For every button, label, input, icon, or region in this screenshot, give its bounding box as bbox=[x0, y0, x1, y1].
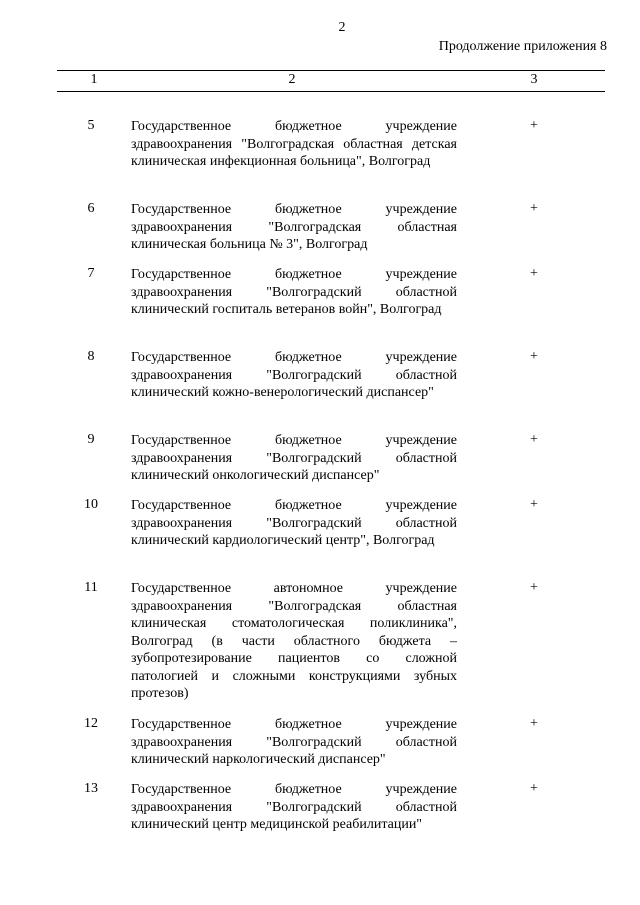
table-header bbox=[57, 70, 605, 92]
row-number: 6 bbox=[87, 201, 95, 216]
institution-name: Государственное бюджетное учреждение здравоохранения "Волгоградский областной клинический кардиологический центр", Волгоград bbox=[131, 498, 457, 548]
institution-name: Государственное бюджетное учреждение здравоохранения "Волгоградский областной клинический центр медицинской реабилитации" bbox=[131, 782, 457, 832]
plus-mark: + bbox=[530, 497, 538, 512]
continuation-title: Продолжение приложения 8 bbox=[438, 39, 607, 54]
row-number: 11 bbox=[84, 580, 98, 595]
institution-name: Государственное автономное учреждение здравоохранения "Волгоградская областная клиническая стоматологическая поликлиника", Волгоград (в части областного бюджета – зубопротезирование пациентов со сложной патологией и сложными конструкциями зубных протезов) bbox=[131, 581, 457, 701]
row-number: 13 bbox=[84, 781, 98, 796]
plus-mark: + bbox=[530, 580, 538, 595]
plus-mark: + bbox=[530, 716, 538, 731]
row-number: 12 bbox=[84, 716, 98, 731]
page-number: 2 bbox=[338, 20, 346, 35]
row-number: 8 bbox=[87, 349, 95, 364]
plus-mark: + bbox=[530, 201, 538, 216]
institution-name: Государственное бюджетное учреждение здравоохранения "Волгоградская областная детская клиническая инфекционная больница", Волгоград bbox=[131, 119, 457, 169]
column-3-header: 3 bbox=[530, 72, 538, 87]
column-2-header: 2 bbox=[288, 72, 296, 87]
plus-mark: + bbox=[530, 118, 538, 133]
institution-name: Государственное бюджетное учреждение здравоохранения "Волгоградский областной клинический наркологический диспансер" bbox=[131, 717, 457, 767]
row-number: 10 bbox=[84, 497, 98, 512]
column-1-header: 1 bbox=[90, 72, 98, 87]
institution-name: Государственное бюджетное учреждение здравоохранения "Волгоградская областная клиническая больница № 3", Волгоград bbox=[131, 202, 457, 252]
plus-mark: + bbox=[530, 349, 538, 364]
institution-name: Государственное бюджетное учреждение здравоохранения "Волгоградский областной клинический госпиталь ветеранов войн", Волгоград bbox=[131, 267, 457, 317]
institution-name: Государственное бюджетное учреждение здравоохранения "Волгоградский областной клинический онкологический диспансер" bbox=[131, 433, 457, 483]
plus-mark: + bbox=[530, 266, 538, 281]
row-number: 5 bbox=[87, 118, 95, 133]
row-number: 7 bbox=[87, 266, 95, 281]
row-number: 9 bbox=[87, 432, 95, 447]
plus-mark: + bbox=[530, 781, 538, 796]
institution-name: Государственное бюджетное учреждение здравоохранения "Волгоградский областной клинический кожно-венерологический диспансер" bbox=[131, 350, 457, 400]
plus-mark: + bbox=[530, 432, 538, 447]
